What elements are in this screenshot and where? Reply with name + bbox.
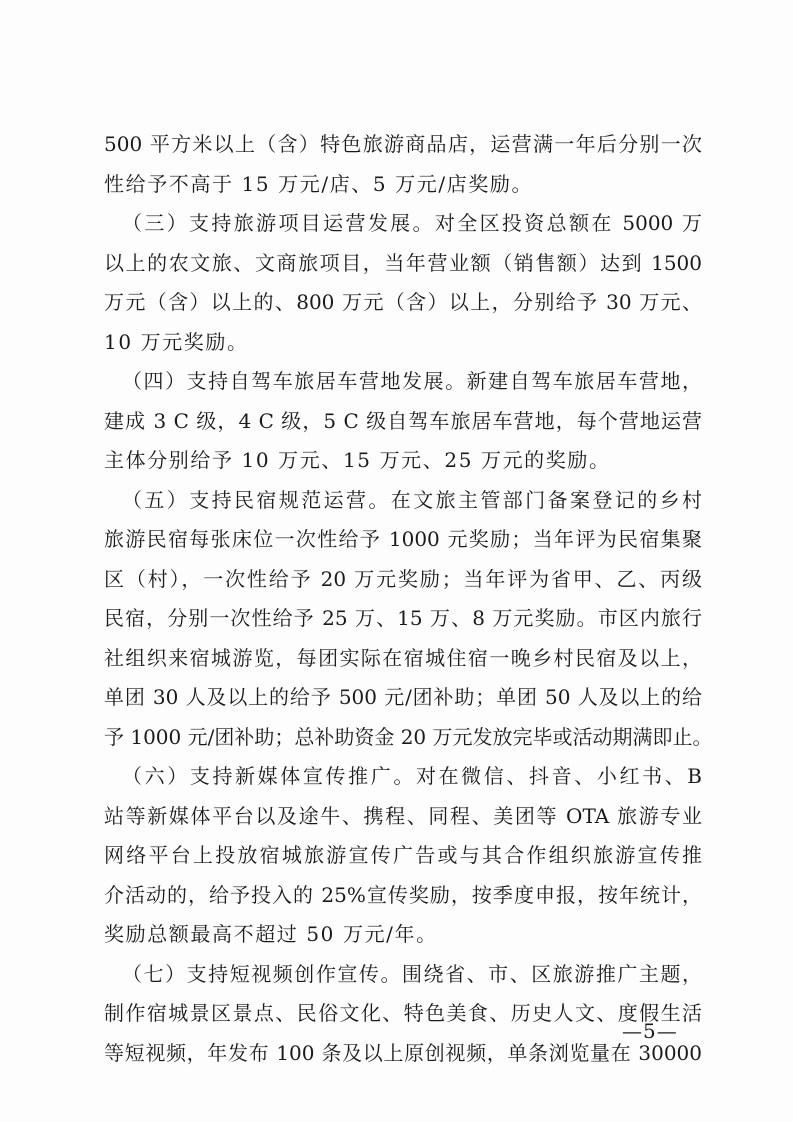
text-line: 民宿，分别一次性给予 25 万、15 万、8 万元奖励。市区内旅行 bbox=[104, 606, 702, 630]
text-line: 性给予不高于 15 万元/店、5 万元/店奖励。 bbox=[104, 171, 534, 196]
text-line: （三）支持旅游项目运营发展。对全区投资总额在 5000 万 bbox=[122, 211, 702, 235]
text-line: 社组织来宿城游览，每团实际在宿城住宿一晚乡村民宿及以上， bbox=[104, 645, 702, 670]
body-text bbox=[104, 125, 713, 1073]
text-line: 予 1000 元/团补助；总补助资金 20 万元发放完毕或活动期满即止。 bbox=[104, 724, 713, 749]
text-line: （五）支持民宿规范运营。在文旅主管部门备案登记的乡村 bbox=[122, 487, 702, 512]
text-line: （七）支持短视频创作宣传。围绕省、市、区旅游推广主题， bbox=[122, 961, 702, 986]
text-line: 500 平方米以上（含）特色旅游商品店，运营满一年后分别一次 bbox=[104, 132, 702, 156]
text-line: 介活动的，给予投入的 25%宣传奖励，按季度申报，按年统计， bbox=[104, 882, 702, 907]
text-line: 以上的农文旅、文商旅项目，当年营业额（销售额）达到 1500 bbox=[104, 250, 702, 275]
text-line: 网络平台上投放宿城旅游宣传广告或与其合作组织旅游宣传推 bbox=[104, 843, 702, 867]
text-line: （六）支持新媒体宣传推广。对在微信、抖音、小红书、B bbox=[122, 764, 702, 788]
text-line: 建成 3 C 级，4 C 级，5 C 级自驾车旅居车营地，每个营地运营 bbox=[104, 408, 702, 433]
text-line: （四）支持自驾车旅居车营地发展。新建自驾车旅居车营地， bbox=[122, 369, 702, 393]
text-line: 单团 30 人及以上的给予 500 元/团补助；单团 50 人及以上的给 bbox=[104, 685, 702, 709]
text-line: 万元（含）以上的、800 万元（含）以上，分别给予 30 万元、 bbox=[104, 290, 702, 314]
text-line: 旅游民宿每张床位一次性给予 1000 元奖励；当年评为民宿集聚 bbox=[104, 527, 702, 551]
text-line: 站等新媒体平台以及途牛、携程、同程、美团等 OTA 旅游专业 bbox=[104, 803, 702, 828]
text-line: 等短视频，年发布 100 条及以上原创视频，单条浏览量在 30000 bbox=[104, 1040, 702, 1065]
text-line: 制作宿城景区景点、民俗文化、特色美食、历史人文、度假生活 bbox=[104, 1001, 702, 1025]
text-line: 10 万元奖励。 bbox=[104, 329, 249, 354]
text-line: 区（村），一次性给予 20 万元奖励；当年评为省甲、乙、丙级 bbox=[104, 566, 702, 591]
text-line: 奖励总额最高不超过 50 万元/年。 bbox=[104, 922, 438, 946]
page-number: —5— bbox=[622, 1019, 678, 1043]
text-line: 主体分别给予 10 万元、15 万元、25 万元的奖励。 bbox=[104, 448, 611, 472]
